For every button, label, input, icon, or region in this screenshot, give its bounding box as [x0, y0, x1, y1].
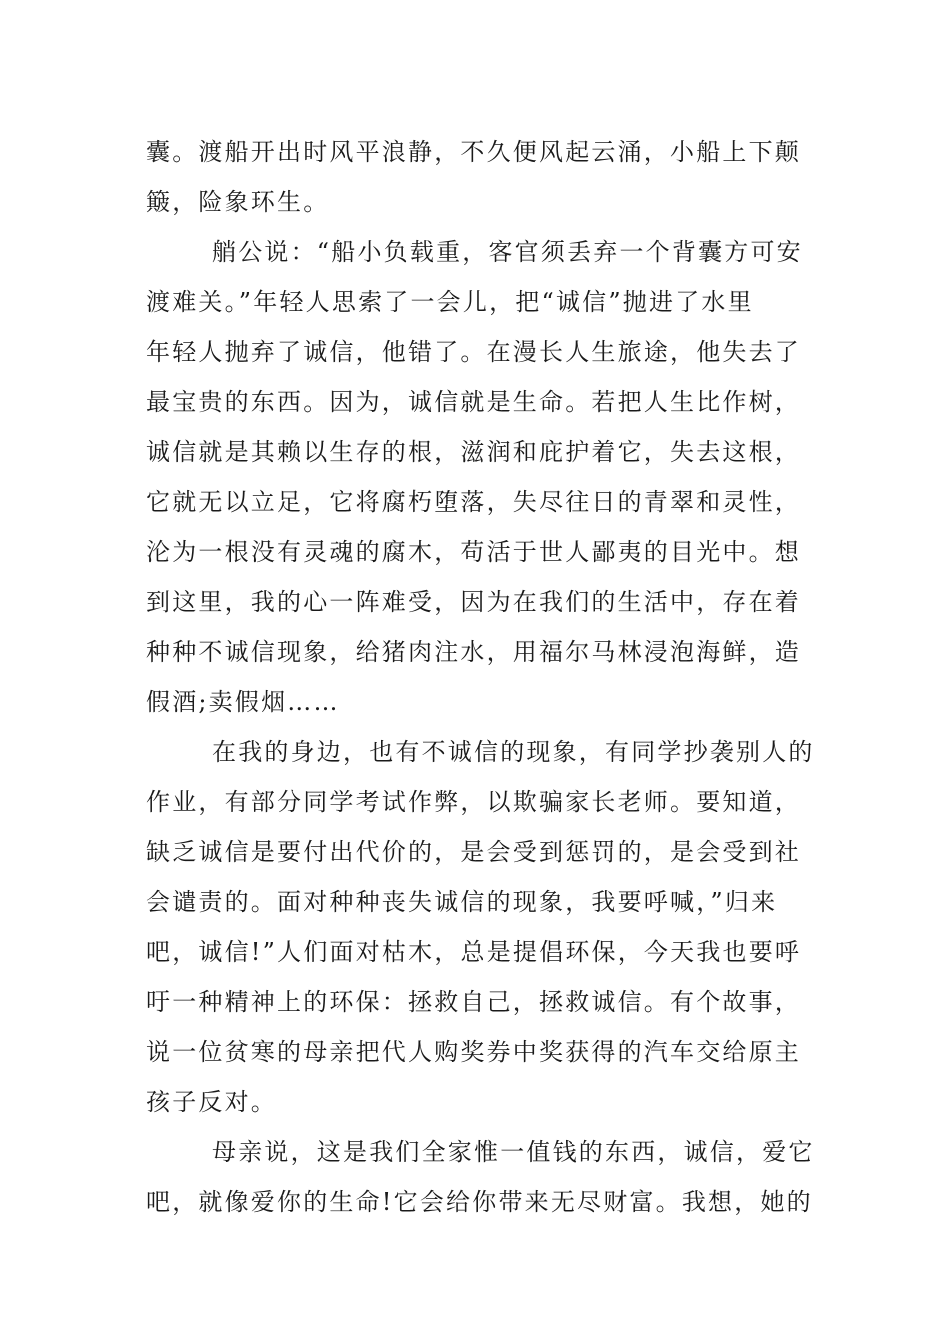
text-line: 到这里，我的心一阵难受，因为在我们的生活中，存在着 — [146, 588, 801, 616]
text-line: 说一位贫寒的母亲把代人购奖券中奖获得的汽车交给原主 — [146, 1038, 801, 1066]
text-line: 囊。渡船开出时风平浪静，不久便风起云涌，小船上下颠 — [146, 138, 801, 166]
text-line: 簸，险象环生。 — [146, 188, 330, 216]
text-line: 最宝贵的东西。因为，诚信就是生命。若把人生比作树， — [146, 388, 801, 416]
text-line: 它就无以立足，它将腐朽堕落，失尽往日的青翠和灵性， — [146, 488, 801, 516]
text-line: 吧，诚信!”人们面对枯木，总是提倡环保，今天我也要呼 — [146, 938, 802, 966]
text-line: 渡难关。”年轻人思索了一会儿，把“诚信”抛进了水里 — [146, 288, 754, 316]
text-line: 吧，就像爱你的生命!它会给你带来无尽财富。我想，她的 — [146, 1188, 813, 1216]
text-line: 种种不诚信现象，给猪肉注水，用福尔马林浸泡海鲜，造 — [146, 638, 801, 666]
text-line: 缺乏诚信是要付出代价的，是会受到惩罚的，是会受到社 — [146, 838, 801, 866]
text-line: 假酒;卖假烟…… — [146, 688, 340, 716]
text-line: 沦为一根没有灵魂的腐木，苟活于世人鄙夷的目光中。想 — [146, 538, 801, 566]
text-line: 吁一种精神上的环保：拯救自己，拯救诚信。有个故事， — [146, 988, 801, 1016]
text-line: 母亲说，这是我们全家惟一值钱的东西，诚信，爱它 — [212, 1138, 815, 1166]
text-line: 会谴责的。面对种种丧失诚信的现象，我要呼喊，”归来 — [146, 888, 778, 916]
text-line: 诚信就是其赖以生存的根，滋润和庇护着它，失去这根， — [146, 438, 801, 466]
text-line: 孩子反对。 — [146, 1088, 277, 1116]
text-line: 艄公说：“船小负载重，客官须丢弃一个背囊方可安 — [212, 238, 803, 266]
text-line: 年轻人抛弃了诚信，他错了。在漫长人生旅途，他失去了 — [146, 338, 801, 366]
text-line: 作业，有部分同学考试作弊，以欺骗家长老师。要知道， — [146, 788, 801, 816]
text-line: 在我的身边，也有不诚信的现象，有同学抄袭别人的 — [212, 738, 815, 766]
